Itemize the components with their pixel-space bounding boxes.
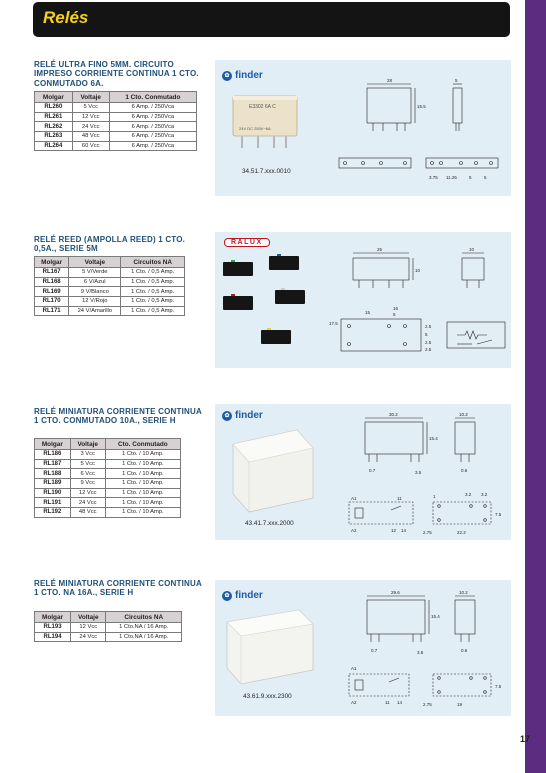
cell-circuit: 1 Cto.NA / 16 Amp.	[106, 623, 182, 633]
section-2-title: RELÉ REED (AMPOLLA REED) 1 CTO. 0,5A., SERIE 5M	[34, 235, 186, 254]
table-row	[35, 112, 197, 122]
table-row	[35, 268, 185, 278]
svg-text:0.7: 0.7	[371, 648, 378, 653]
cell-circuit: 1 Cto. / 10 Amp.	[105, 469, 180, 479]
table-row	[35, 632, 182, 642]
cell-code: RL264	[35, 141, 73, 151]
svg-text:11.25: 11.25	[446, 175, 457, 180]
table-header: Voltaje	[71, 612, 106, 623]
table-header: Molgar	[35, 92, 73, 103]
cell-voltage: 12 V/Rojo	[69, 297, 121, 307]
relay-photo	[225, 608, 315, 686]
finder-logo-icon: ✿ finder	[222, 70, 263, 81]
svg-text:2.5: 2.5	[425, 347, 432, 352]
cell-code: RL260	[35, 103, 73, 113]
cell-circuit: 6 Amp. / 250Vca	[109, 103, 196, 113]
cell-code: RL190	[35, 488, 71, 498]
relux-logo-icon: RALUX	[224, 238, 270, 247]
svg-text:28: 28	[387, 78, 393, 83]
dimension-drawing	[327, 244, 509, 362]
svg-text:5: 5	[425, 332, 428, 337]
dimension-drawing	[333, 410, 508, 536]
cell-voltage: 48 Vcc	[70, 508, 105, 518]
svg-text:25: 25	[377, 247, 383, 252]
table-header: Circuitos NA	[121, 257, 185, 268]
cell-code: RL169	[35, 287, 69, 297]
table-header: Cto. Conmutado	[105, 439, 180, 450]
table-header: Voltaje	[70, 439, 105, 450]
section-4-table	[34, 611, 182, 642]
section-1-table	[34, 91, 197, 151]
svg-text:22.2: 22.2	[457, 530, 466, 535]
svg-text:2.75: 2.75	[423, 530, 432, 535]
svg-text:15.5: 15.5	[417, 104, 426, 109]
svg-text:30.2: 30.2	[389, 412, 398, 417]
cell-voltage: 6 V/Azul	[69, 277, 121, 287]
svg-text:15.4: 15.4	[431, 614, 440, 619]
table-row	[35, 488, 181, 498]
svg-text:0.6: 0.6	[461, 648, 468, 653]
page-header	[33, 2, 510, 37]
cell-circuit: 1 Cto. / 10 Amp.	[105, 450, 180, 460]
svg-text:12: 12	[391, 528, 397, 533]
cell-voltage: 60 Vcc	[72, 141, 109, 151]
cell-circuit: 1 Cto. / 10 Amp.	[105, 459, 180, 469]
relay-photo	[227, 428, 317, 514]
cell-voltage: 5 Vcc	[70, 459, 105, 469]
cell-voltage: 6 Vcc	[70, 469, 105, 479]
cell-code: RL261	[35, 112, 73, 122]
cell-circuit: 1 Cto. / 0,5 Amp.	[121, 277, 185, 287]
cell-circuit: 1 Cto. / 0,5 Amp.	[121, 287, 185, 297]
svg-text:5: 5	[393, 312, 396, 317]
svg-text:19: 19	[457, 702, 463, 707]
svg-text:24V DC 250V~6A: 24V DC 250V~6A	[239, 126, 271, 131]
part-code: 43.61.9.xxx.2300	[243, 693, 292, 700]
cell-circuit: 6 Amp. / 250Vca	[109, 141, 196, 151]
svg-text:2.5: 2.5	[425, 324, 432, 329]
cell-voltage: 12 Vcc	[71, 623, 106, 633]
cell-voltage: 9 V/Blanco	[69, 287, 121, 297]
cell-code: RL187	[35, 459, 71, 469]
relay-photo	[229, 90, 301, 152]
svg-text:5: 5	[455, 78, 458, 83]
cell-circuit: 1 Cto. / 10 Amp.	[105, 498, 180, 508]
cell-voltage: 5 V/Verde	[69, 268, 121, 278]
svg-text:A1: A1	[351, 496, 357, 501]
cell-code: RL262	[35, 122, 73, 132]
table-row	[35, 141, 197, 151]
cell-voltage: 3 Vcc	[70, 450, 105, 460]
cell-circuit: 6 Amp. / 250Vca	[109, 112, 196, 122]
cell-circuit: 1 Cto. / 0,5 Amp.	[121, 268, 185, 278]
cell-voltage: 24 Vcc	[71, 632, 106, 642]
cell-code: RL188	[35, 469, 71, 479]
page-number: 17	[519, 734, 530, 744]
reed-relay-photo	[221, 254, 325, 354]
svg-text:A1: A1	[351, 666, 357, 671]
cell-code: RL168	[35, 277, 69, 287]
cell-circuit: 1 Cto. / 10 Amp.	[105, 479, 180, 489]
table-row	[35, 297, 185, 307]
part-code: 34.51.7.xxx.0010	[242, 168, 291, 175]
section-3-title: RELÉ MINIATURA CORRIENTE CONTINUA 1 CTO. CONMUTADO 10A., SERIE H	[34, 407, 202, 426]
cell-code: RL170	[35, 297, 69, 307]
cell-code: RL192	[35, 508, 71, 518]
cell-code: RL193	[35, 623, 71, 633]
svg-text:3.5: 3.5	[415, 470, 422, 475]
svg-text:7.5: 7.5	[495, 684, 502, 689]
cell-code: RL194	[35, 632, 71, 642]
table-row	[35, 277, 185, 287]
section-3-panel	[215, 404, 511, 540]
page-title: Relés	[43, 8, 89, 27]
finder-logo-icon: ✿ finder	[222, 590, 263, 601]
svg-text:2.75: 2.75	[423, 702, 432, 707]
table-header: Voltaje	[69, 257, 121, 268]
dimension-drawing	[333, 588, 508, 712]
table-row	[35, 103, 197, 113]
cell-circuit: 1 Cto.NA / 16 Amp.	[106, 632, 182, 642]
part-code: 43.41.7.xxx.2000	[245, 520, 294, 527]
svg-text:A2: A2	[351, 528, 357, 533]
dimension-drawing	[333, 75, 508, 195]
table-row	[35, 450, 181, 460]
side-stripe	[525, 0, 546, 773]
cell-code: RL186	[35, 450, 71, 460]
svg-text:11: 11	[385, 700, 390, 705]
section-2-panel	[215, 232, 511, 368]
svg-text:16: 16	[393, 306, 399, 311]
svg-text:1: 1	[433, 494, 436, 499]
table-row	[35, 459, 181, 469]
svg-text:10: 10	[415, 268, 421, 273]
section-1-title: RELÉ ULTRA FINO 5MM. CIRCUITO IMPRESO CORRIENTE CONTINUA 1 CTO. CONMUTADO 6A.	[34, 60, 199, 88]
svg-text:3.5: 3.5	[417, 650, 424, 655]
section-1-panel	[215, 60, 511, 196]
svg-text:10: 10	[469, 247, 475, 252]
table-row	[35, 623, 182, 633]
table-header: Circuitos NA	[106, 612, 182, 623]
section-4-panel	[215, 580, 511, 716]
svg-text:10.2: 10.2	[459, 412, 468, 417]
table-row	[35, 287, 185, 297]
svg-text:3.2: 3.2	[465, 492, 472, 497]
svg-text:E3302 6A C: E3302 6A C	[249, 104, 276, 110]
cell-code: RL263	[35, 132, 73, 142]
svg-text:14: 14	[401, 528, 407, 533]
cell-voltage: 48 Vcc	[72, 132, 109, 142]
section-2-table	[34, 256, 185, 316]
svg-text:7.5: 7.5	[495, 512, 502, 517]
svg-text:15: 15	[365, 310, 371, 315]
table-row	[35, 469, 181, 479]
svg-text:17.5: 17.5	[329, 321, 338, 326]
svg-text:10.2: 10.2	[459, 590, 468, 595]
svg-text:3.75: 3.75	[429, 175, 438, 180]
cell-circuit: 6 Amp. / 250Vca	[109, 132, 196, 142]
svg-text:14: 14	[397, 700, 403, 705]
svg-text:11: 11	[397, 496, 402, 501]
table-row	[35, 498, 181, 508]
cell-voltage: 12 Vcc	[70, 488, 105, 498]
cell-circuit: 6 Amp. / 250Vca	[109, 122, 196, 132]
cell-voltage: 5 Vcc	[72, 103, 109, 113]
svg-text:29.6: 29.6	[391, 590, 400, 595]
cell-code: RL171	[35, 306, 69, 316]
table-header: 1 Cto. Conmutado	[109, 92, 196, 103]
cell-voltage: 24 V/Amarillo	[69, 306, 121, 316]
table-row	[35, 306, 185, 316]
cell-voltage: 24 Vcc	[72, 122, 109, 132]
cell-code: RL167	[35, 268, 69, 278]
finder-logo-icon: ✿ finder	[222, 410, 263, 421]
cell-voltage: 24 Vcc	[70, 498, 105, 508]
cell-voltage: 12 Vcc	[72, 112, 109, 122]
table-header: Molgar	[35, 612, 71, 623]
svg-text:0.6: 0.6	[461, 468, 468, 473]
table-row	[35, 508, 181, 518]
cell-circuit: 1 Cto. / 10 Amp.	[105, 488, 180, 498]
table-header: Voltaje	[72, 92, 109, 103]
cell-circuit: 1 Cto. / 0,5 Amp.	[121, 297, 185, 307]
cell-code: RL189	[35, 479, 71, 489]
table-header: Molgar	[35, 257, 69, 268]
section-4-title: RELÉ MINIATURA CORRIENTE CONTINUA 1 CTO. NA 16A., SERIE H	[34, 579, 202, 598]
table-header: Molgar	[35, 439, 71, 450]
table-row	[35, 132, 197, 142]
svg-text:15.4: 15.4	[429, 436, 438, 441]
svg-text:A2: A2	[351, 700, 357, 705]
svg-text:5: 5	[484, 175, 487, 180]
svg-text:3.2: 3.2	[481, 492, 488, 497]
svg-text:5: 5	[469, 175, 472, 180]
table-row	[35, 479, 181, 489]
cell-voltage: 9 Vcc	[70, 479, 105, 489]
cell-code: RL191	[35, 498, 71, 508]
svg-text:2.5: 2.5	[425, 340, 432, 345]
table-row	[35, 122, 197, 132]
cell-circuit: 1 Cto. / 10 Amp.	[105, 508, 180, 518]
section-3-table	[34, 438, 181, 518]
svg-text:0.7: 0.7	[369, 468, 376, 473]
cell-circuit: 1 Cto. / 0,5 Amp.	[121, 306, 185, 316]
